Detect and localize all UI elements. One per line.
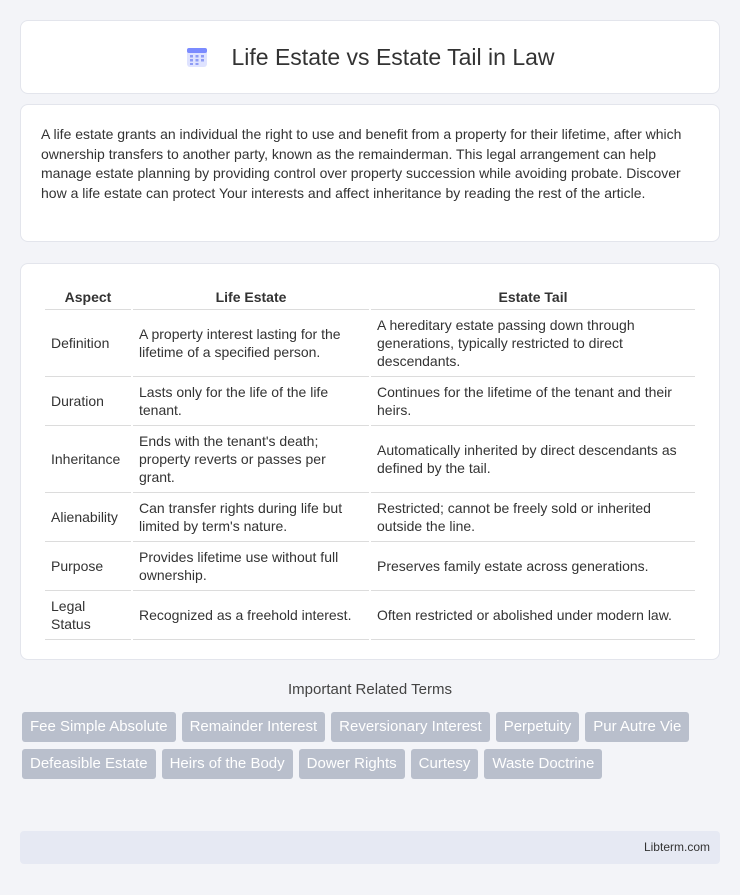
related-term-tag[interactable]: Perpetuity <box>496 712 580 742</box>
related-term-tag[interactable]: Curtesy <box>411 749 479 779</box>
table-cell: Restricted; cannot be freely sold or inherited outside the line. <box>371 493 695 542</box>
calendar-icon <box>185 45 209 69</box>
related-term-tag[interactable]: Remainder Interest <box>182 712 326 742</box>
intro-card <box>20 104 720 242</box>
column-header-life-estate: Life Estate <box>133 284 369 310</box>
column-header-aspect: Aspect <box>45 284 131 310</box>
table-cell: Lasts only for the life of the life tenant. <box>133 377 369 426</box>
table-row <box>45 542 695 591</box>
related-term-tag[interactable]: Fee Simple Absolute <box>22 712 176 742</box>
table-row <box>45 493 695 542</box>
related-term-tag[interactable]: Defeasible Estate <box>22 749 156 779</box>
related-term-tag[interactable]: Waste Doctrine <box>484 749 602 779</box>
table-cell-aspect: Definition <box>45 310 131 377</box>
table-cell: Provides lifetime use without full ownership. <box>133 542 369 591</box>
table-row <box>45 310 695 377</box>
table-cell-aspect: Alienability <box>45 493 131 542</box>
table-cell: A property interest lasting for the lifetime of a specified person. <box>133 310 369 377</box>
footer <box>20 831 720 864</box>
table-header-row <box>45 284 695 310</box>
page-title: Life Estate vs Estate Tail in Law <box>231 43 555 70</box>
table-cell-aspect: Duration <box>45 377 131 426</box>
related-term-tag[interactable]: Reversionary Interest <box>331 712 490 742</box>
table-cell: Can transfer rights during life but limited by term's nature. <box>133 493 369 542</box>
table-cell-aspect: Inheritance <box>45 426 131 493</box>
related-term-tag[interactable]: Pur Autre Vie <box>585 712 689 742</box>
comparison-table <box>43 284 697 640</box>
related-term-tag[interactable]: Heirs of the Body <box>162 749 293 779</box>
table-cell: Preserves family estate across generations. <box>371 542 695 591</box>
comparison-table-card <box>20 263 720 660</box>
table-cell: Continues for the lifetime of the tenant and their heirs. <box>371 377 695 426</box>
table-row <box>45 377 695 426</box>
table-row <box>45 426 695 493</box>
table-cell: Recognized as a freehold interest. <box>133 591 369 640</box>
table-cell: Automatically inherited by direct descendants as defined by the tail. <box>371 426 695 493</box>
related-terms-title: Important Related Terms <box>288 681 452 698</box>
intro-text: A life estate grants an individual the right to use and benefit from a property for their lifetime, after which ownership transfers to another party, known as the remainderman. This legal arrangement can help manage estate planning by providing control over property succession while avoiding probate. Discover how a life estate can protect Your interests and affect inheritance by reading the rest of the article. <box>41 126 682 201</box>
title-card <box>20 20 720 94</box>
table-cell: A hereditary estate passing down through generations, typically restricted to direct descendants. <box>371 310 695 377</box>
table-cell: Often restricted or abolished under modern law. <box>371 591 695 640</box>
related-term-tag[interactable]: Dower Rights <box>299 749 405 779</box>
footer-site-link[interactable]: Libterm.com <box>643 840 710 854</box>
table-cell: Ends with the tenant's death; property reverts or passes per grant. <box>133 426 369 493</box>
table-cell-aspect: Legal Status <box>45 591 131 640</box>
table-row <box>45 591 695 640</box>
column-header-estate-tail: Estate Tail <box>371 284 695 310</box>
related-terms-list <box>22 712 722 779</box>
table-cell-aspect: Purpose <box>45 542 131 591</box>
